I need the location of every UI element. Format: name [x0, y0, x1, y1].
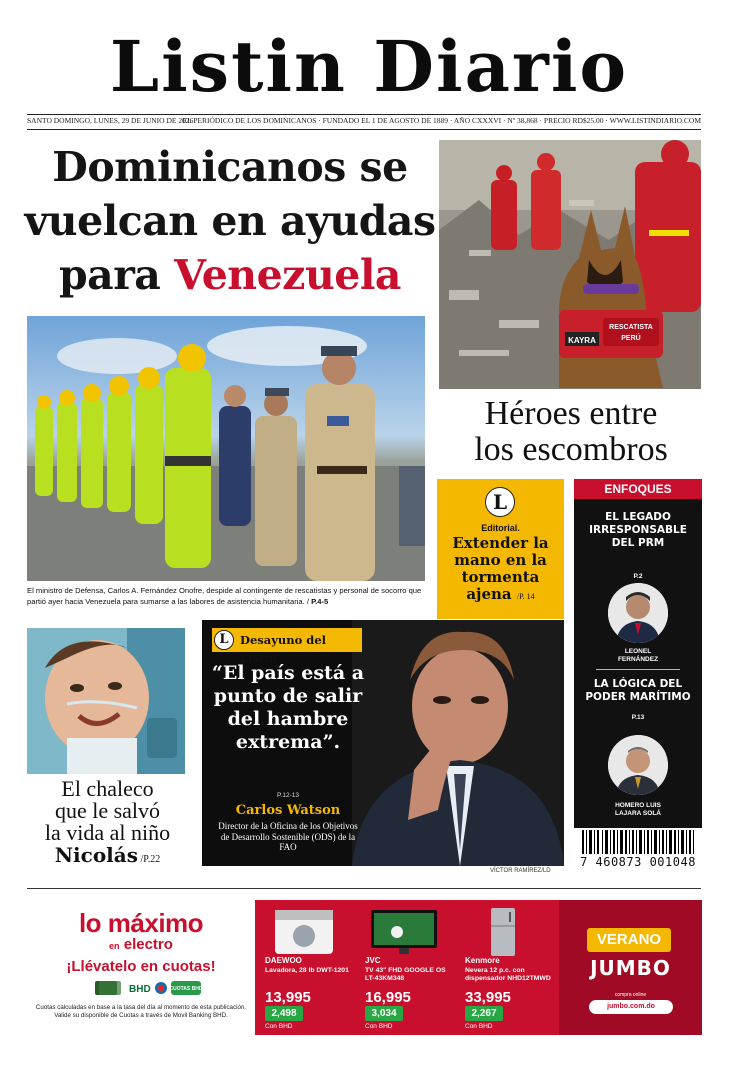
product-name: Lavadora, 28 lb DWT-1201: [265, 967, 349, 974]
listin-logo-icon: L: [485, 487, 515, 517]
product-fridge[interactable]: [455, 900, 555, 1035]
advertisement[interactable]: [27, 900, 702, 1035]
lead-photo[interactable]: [27, 316, 425, 581]
desayuno-interviewee-name: Carlos Watson: [235, 803, 341, 818]
enfoques-item1-author-line1: LEONEL: [624, 648, 652, 655]
ad-brand-en: en: [109, 941, 120, 951]
product-washer[interactable]: [255, 900, 355, 1035]
child-headline-line2: que le salvó: [54, 798, 161, 823]
jumbo-url[interactable]: jumbo.com.do: [589, 1000, 673, 1014]
product-tv[interactable]: [355, 900, 455, 1035]
enfoques-panel: [574, 479, 702, 828]
ad-divider: [27, 888, 701, 889]
lead-headline-highlight: Venezuela: [174, 251, 402, 299]
product-brand: Kenmore: [465, 956, 500, 965]
ad-fine-print: Cuotas calculadas en base a la tasa del día al momento de esta publicación. Valide su disponible de Cuotas a través de Movil Banking BHD.: [35, 1004, 247, 1019]
desayuno-page-ref: P.12-13: [277, 792, 299, 799]
masthead-rule-bottom: [27, 129, 701, 130]
ad-brand-electro: electro: [123, 936, 173, 953]
bhd-card-icon: [95, 980, 205, 996]
child-headline-line1: El chaleco: [61, 776, 154, 801]
enfoques-item1-title[interactable]: EL LEGADO IRRESPONSABLE DEL PRM: [589, 511, 687, 549]
portrait-image: [608, 735, 668, 795]
masthead-logo: Listin Diario: [109, 25, 629, 108]
product-bank: Con BHD: [465, 1023, 493, 1030]
child-headline[interactable]: [20, 778, 195, 871]
portrait-image: [608, 583, 668, 643]
enfoques-item2-author-line2: LAJARA SOLÁ: [615, 810, 661, 817]
enfoques-divider: [596, 669, 680, 670]
ad-brand-line2: [27, 936, 255, 953]
enfoques-item1-author-line2: FERNÁNDEZ: [617, 656, 659, 663]
homero-lajara-portrait: [608, 735, 668, 795]
product-price: 33,995: [465, 989, 511, 1006]
listin-logo-icon: L: [214, 630, 234, 650]
heroes-headline[interactable]: [440, 396, 702, 468]
lead-caption-text: El ministro de Defensa, Carlos A. Fernández Onofre, despide al contingente de rescatistas y personal de socorro que partió ayer hacia Venezuela para sumarse a las labores de asistencia humanitaria. /: [27, 586, 422, 606]
product-brand: JVC: [365, 956, 381, 965]
lead-photo-image: [27, 316, 425, 581]
ad-products-panel: [255, 900, 559, 1035]
ad-bhd-panel: [27, 900, 255, 1035]
product-installment: 2,498: [265, 1006, 303, 1021]
product-installment: 3,034: [365, 1006, 403, 1021]
lead-headline-line3: [20, 248, 440, 302]
product-name: TV 43" FHD GOOGLE OS LT-43KM348: [365, 967, 446, 982]
product-name: Nevera 12 p.c. con dispensador NHD12TMWD: [465, 967, 551, 982]
child-name: Nicolás: [54, 843, 138, 867]
heroes-headline-line2: los escombros: [474, 431, 668, 468]
tagline: EL PERIÓDICO DE LOS DOMINICANOS · FUNDADO EL 1 DE AGOSTO DE 1889 · AÑO CXXXVI · Nº 38,868 · PRECIO RD$25.00 · WWW.LISTINDIARIO.COM: [182, 116, 701, 125]
bhd-label: BHD: [129, 984, 151, 995]
heroes-headline-line1: Héroes entre: [484, 395, 658, 432]
jumbo-compra-online: compra online: [614, 992, 647, 998]
tv-icon: [369, 906, 439, 956]
editorial-title-text: Extender la mano en la tormenta ajena: [452, 534, 549, 603]
child-headline-line4: [20, 844, 195, 871]
ad-cta: ¡Llévatelo en cuotas!: [66, 958, 216, 975]
lead-headline-prefix: para: [58, 251, 175, 299]
product-bank: Con BHD: [265, 1023, 293, 1030]
bhd-logos: [95, 980, 205, 996]
lead-caption: [27, 585, 425, 607]
heroes-photo[interactable]: [439, 140, 701, 389]
enfoques-item1-author: [574, 648, 702, 664]
enfoques-item2-page: P.13: [631, 714, 645, 721]
child-headline-line3: la vida al niño: [44, 820, 171, 845]
jumbo-logo: JUMBO: [590, 956, 671, 980]
washer-icon: [269, 906, 339, 956]
ad-brand-line1: lo máximo: [78, 908, 204, 938]
barcode-bars: [576, 830, 702, 854]
barcode-digits: 7 460873 001048: [574, 855, 702, 869]
verano-badge: VERANO: [587, 928, 671, 952]
lead-headline-line2: vuelcan en ayudas: [24, 197, 436, 245]
product-bank: Con BHD: [365, 1023, 393, 1030]
masthead-rule-top: [27, 114, 701, 115]
photo-credit: VÍCTOR RAMÍREZ/LD: [490, 868, 551, 874]
desayuno-quote: “El país está a punto de salir del hambre extrema”.: [211, 662, 365, 753]
dateline: SANTO DOMINGO, LUNES, 29 DE JUNIO DE 2026: [27, 116, 194, 125]
enfoques-item2-title[interactable]: LA LÓGICA DEL PODER MARÍTIMO: [585, 678, 691, 703]
dog-badge-unit-1: RESCATISTA: [609, 324, 653, 331]
editorial-title: [443, 535, 558, 605]
desayuno-tag: [212, 628, 362, 665]
child-photo-image: [27, 628, 185, 774]
cuotas-bhd-tag: CUOTAS BHD: [169, 986, 203, 992]
child-photo[interactable]: [27, 628, 185, 774]
enfoques-item2-author: [574, 802, 702, 818]
editorial-page-ref: /P. 14: [516, 592, 535, 601]
enfoques-header: ENFOQUES: [574, 479, 702, 499]
product-installment: 2,267: [465, 1006, 503, 1021]
ad-jumbo-panel[interactable]: [559, 900, 702, 1035]
enfoques-item1-page: P.2: [633, 573, 643, 580]
enfoques-item2-author-line1: HOMERO LUIS: [615, 802, 661, 809]
dog-badge-name: KAYRA: [568, 336, 596, 345]
fridge-icon: [469, 906, 539, 956]
product-price: 16,995: [365, 989, 411, 1006]
editorial-label: Editorial.: [481, 523, 520, 533]
dog-badge-unit-2: PERÚ: [621, 335, 641, 342]
desayuno-feature[interactable]: [202, 620, 564, 866]
editorial-box[interactable]: [437, 479, 564, 619]
desayuno-interviewee-role: Director de la Oficina de los Objetivos de Desarrollo Sostenible (ODS) de la FAO: [218, 821, 358, 852]
product-price: 13,995: [265, 989, 311, 1006]
product-brand: DAEWOO: [265, 956, 302, 965]
desayuno-label: Desayuno del Listín: [240, 633, 327, 665]
heroes-photo-image: [439, 140, 701, 389]
child-page-ref: /P.22: [137, 854, 161, 865]
lead-caption-page-ref[interactable]: P.4-5: [311, 597, 329, 606]
leonel-fernandez-portrait: [608, 583, 668, 643]
lead-headline[interactable]: [20, 140, 440, 302]
lead-headline-line1: Dominicanos se: [52, 143, 408, 191]
